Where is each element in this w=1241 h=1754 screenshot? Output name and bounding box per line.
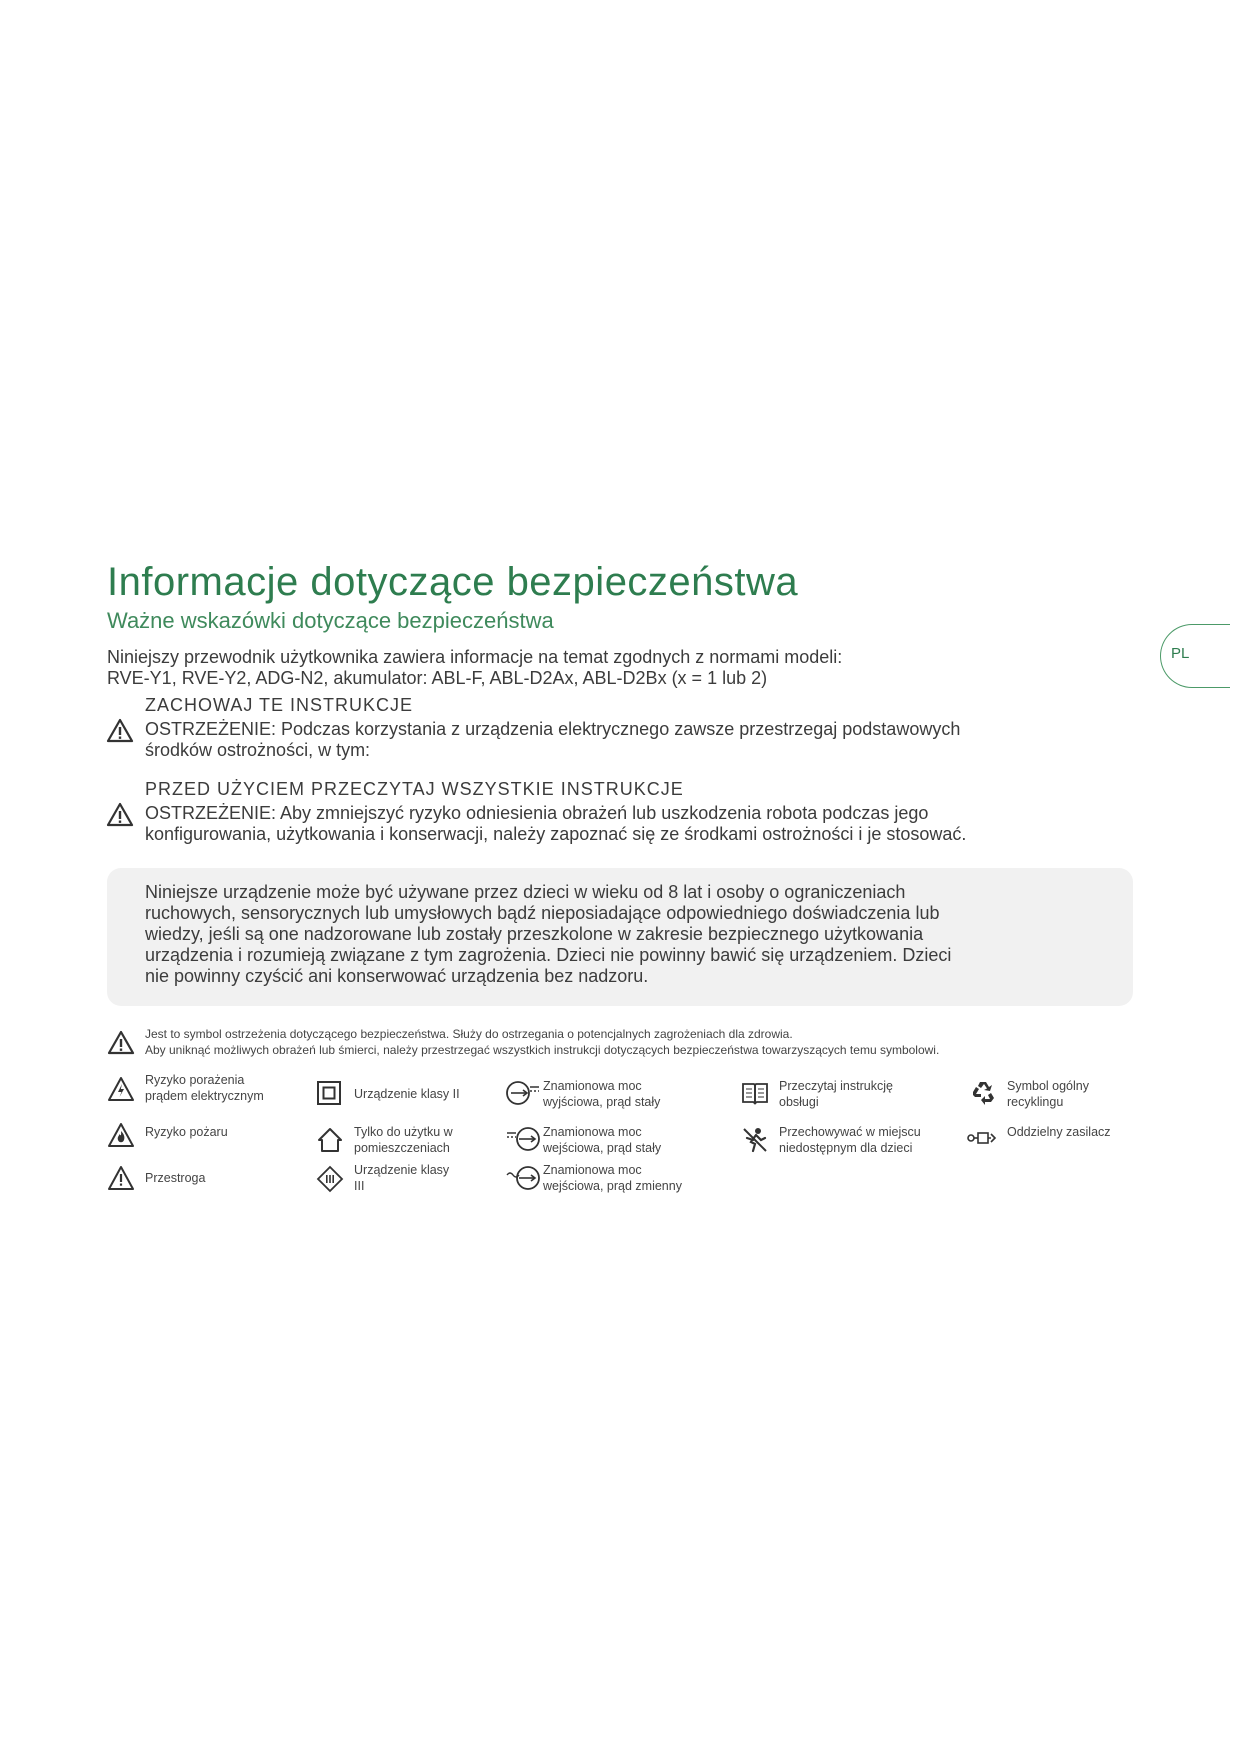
warning-icon — [106, 718, 134, 743]
notice-line: wiedzy, jeśli są one nadzorowane lub zostały przeszkolone w zakresie bezpiecznego użytkowania — [145, 924, 924, 944]
warning1-line: środków ostrożności, w tym: — [145, 740, 371, 760]
indoor-use-icon — [316, 1126, 344, 1154]
symbol-label: pomieszczeniach — [354, 1141, 450, 1155]
symbol-label: wyjściowa, prąd stały — [543, 1095, 661, 1109]
class-ii-icon — [316, 1080, 342, 1106]
symbol-label: prądem elektrycznym — [145, 1089, 264, 1103]
symbol-label: niedostępnym dla dzieci — [779, 1141, 913, 1155]
symbol-note-line: Aby uniknąć możliwych obrażeń lub śmierci, należy przestrzegać wszystkich instrukcji dotyczących bezpieczeństwa towarzyszących temu symbolowi. — [145, 1043, 940, 1057]
intro-line: RVE-Y1, RVE-Y2, ADG-N2, akumulator: ABL-F, ABL-D2Ax, ABL-D2Bx (x = 1 lub 2) — [107, 668, 768, 688]
symbol-label: Urządzenie klasy — [354, 1163, 450, 1177]
symbol-label: obsługi — [779, 1095, 819, 1109]
symbol-note-line: Jest to symbol ostrzeżenia dotyczącego bezpieczeństwa. Służy do ostrzegania o potencjalnych zagrożeniach dla zdrowia. — [145, 1027, 793, 1041]
notice-line: urządzenia i rozumieją związane z tym zagrożenia. Dzieci nie powinny bawić się urządzeniem. Dzieci — [145, 945, 952, 965]
symbol-label: wejściowa, prąd stały — [543, 1141, 662, 1155]
symbol-label: Znamionowa moc — [543, 1163, 642, 1177]
notice-text — [145, 882, 1025, 987]
symbol-label: Ryzyko porażenia — [145, 1073, 245, 1087]
caution-icon — [107, 1165, 135, 1191]
symbol-label: III — [354, 1179, 365, 1193]
symbol-label: Przeczytaj instrukcję — [779, 1079, 893, 1093]
page-subtitle: Ważne wskazówki dotyczące bezpieczeństwa — [107, 608, 554, 633]
safety-alert-icon — [107, 1030, 135, 1055]
page-title: Informacje dotyczące bezpieczeństwa — [107, 560, 799, 604]
symbol-label: Symbol ogólny — [1007, 1079, 1089, 1093]
ac-input-icon — [505, 1165, 541, 1191]
warning2-line: OSTRZEŻENIE: Aby zmniejszyć ryzyko odniesienia obrażeń lub uszkodzenia robota podczas jego — [145, 803, 929, 823]
read-manual-icon — [741, 1080, 769, 1106]
language-tab[interactable] — [1160, 624, 1230, 688]
warning2-line: konfigurowania, użytkowania i konserwacji, należy zapoznać się ze środkami ostrożności i je stosować. — [145, 824, 967, 844]
notice-line: nie powinny czyścić ani konserwować urządzenia bez nadzoru. — [145, 966, 649, 986]
fire-hazard-icon — [107, 1122, 135, 1148]
notice-line: ruchowych, sensorycznych lub umysłowych bądź nieposiadające odpowiedniego doświadczenia lub — [145, 903, 940, 923]
intro-paragraph — [107, 647, 842, 689]
language-tab-label: PL — [1171, 645, 1190, 662]
symbol-label: Ryzyko pożaru — [145, 1125, 228, 1139]
warning2-text — [145, 803, 966, 845]
dc-input-icon — [505, 1126, 541, 1152]
recycling-icon — [969, 1078, 997, 1106]
symbol-label: Przechowywać w miejscu — [779, 1125, 921, 1139]
electric-shock-icon — [107, 1076, 135, 1102]
symbol-label: Tylko do użytku w — [354, 1125, 453, 1139]
symbol-label: Znamionowa moc — [543, 1079, 642, 1093]
symbol-label: Oddzielny zasilacz — [1007, 1125, 1111, 1139]
warning1-line: OSTRZEŻENIE: Podczas korzystania z urządzenia elektrycznego zawsze przestrzegaj podstawowych — [145, 719, 961, 739]
keep-from-children-icon — [741, 1126, 769, 1154]
symbol-note — [145, 1026, 939, 1058]
intro-line: Niniejszy przewodnik użytkownika zawiera informacje na temat zgodnych z normami modeli: — [107, 647, 843, 667]
notice-line: Niniejsze urządzenie może być używane przez dzieci w wieku od 8 lat i osoby o ograniczeniach — [145, 882, 906, 902]
warning1-heading: ZACHOWAJ TE INSTRUKCJE — [145, 695, 414, 715]
symbol-label: wejściowa, prąd zmienny — [543, 1179, 682, 1193]
warning2-heading: PRZED UŻYCIEM PRZECZYTAJ WSZYSTKIE INSTRUKCJE — [145, 779, 684, 799]
symbol-label: recyklingu — [1007, 1095, 1064, 1109]
symbol-label: Przestroga — [145, 1171, 206, 1185]
symbol-label: Urządzenie klasy II — [354, 1087, 460, 1101]
dc-output-icon — [505, 1080, 541, 1106]
class-iii-icon — [316, 1165, 344, 1193]
warning-icon — [106, 802, 134, 827]
separate-power-supply-icon — [965, 1128, 999, 1148]
symbol-label: Znamionowa moc — [543, 1125, 642, 1139]
warning1-text — [145, 719, 960, 761]
